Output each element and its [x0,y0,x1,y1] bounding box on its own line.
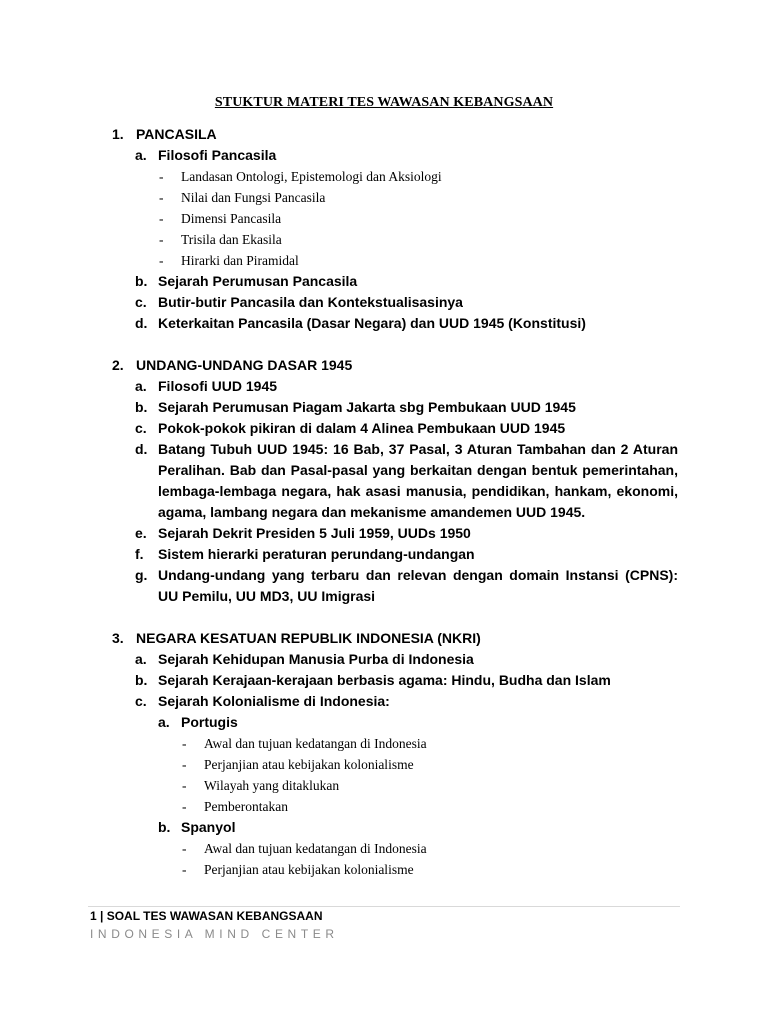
sub-item-label: Wilayah yang ditaklukan [204,778,340,793]
section-heading [0,124,768,145]
list-item [0,376,768,397]
dash-marker: - [182,736,187,751]
sub-item-label: Perjanjian atau kebijakan kolonialisme [204,757,414,772]
list-item-paragraph [0,565,768,607]
sub-item-label: Awal dan tujuan kedatangan di Indonesia [204,736,427,751]
item-label: Filosofi UUD 1945 [158,378,278,394]
item-label: Portugis [181,714,238,730]
item-letter: d. [135,441,148,457]
document-body [0,124,768,880]
sub-item [0,838,768,859]
sub-item-label: Pemberontakan [204,799,288,814]
item-label: Sejarah Kolonialisme di Indonesia: [158,693,390,709]
list-item [0,418,768,439]
dash-marker: - [159,232,164,247]
item-letter: a. [158,714,170,730]
list-item [0,292,768,313]
item-label: Sejarah Perumusan Pancasila [158,273,358,289]
item-label: Pokok-pokok pikiran di dalam 4 Alinea Pembukaan UUD 1945 [158,420,566,436]
document-title: STUKTUR MATERI TES WAWASAN KEBANGSAAN [214,95,554,110]
item-label: Spanyol [181,819,236,835]
footer-divider [88,906,680,907]
sub-item-label: Hirarki dan Piramidal [181,253,299,268]
item-letter: b. [135,672,148,688]
item-letter: a. [135,147,147,163]
item-letter: c. [135,420,147,436]
list-item [0,670,768,691]
dash-marker: - [159,253,164,268]
dash-marker: - [182,757,187,772]
section-label: PANCASILA [136,126,217,142]
footer-page-label: 1 | SOAL TES WAWASAN KEBANGSAAN [90,909,323,923]
sub-item [0,208,768,229]
item-label: Sejarah Kerajaan-kerajaan berbasis agama: Hindu, Budha dan Islam [158,672,611,688]
sub-item [0,187,768,208]
sub-item [0,796,768,817]
item-letter: g. [135,567,148,583]
item-letter: e. [135,525,147,541]
item-letter: c. [135,294,147,310]
dash-marker: - [182,778,187,793]
item-letter: a. [135,378,147,394]
section-number: 2. [112,357,124,373]
section-number: 3. [112,630,124,646]
sub-item [0,166,768,187]
item-label: Filosofi Pancasila [158,147,277,163]
dash-marker: - [182,841,187,856]
item-paragraph-text: Undang-undang yang terbaru dan relevan dengan domain Instansi (CPNS): UU Pemilu, UU MD3, UU Imigrasi [158,567,678,604]
item-label: Sejarah Perumusan Piagam Jakarta sbg Pembukaan UUD 1945 [158,399,576,415]
sub-item-label: Trisila dan Ekasila [181,232,282,247]
list-item [0,145,768,166]
dash-marker: - [182,799,187,814]
section-heading [0,628,768,649]
item-letter: f. [135,546,144,562]
item-letter: b. [135,273,148,289]
list-item [0,649,768,670]
item-letter: c. [135,693,147,709]
list-item [0,397,768,418]
section-label: NEGARA KESATUAN REPUBLIK INDONESIA (NKRI) [136,630,481,646]
item-label: Keterkaitan Pancasila (Dasar Negara) dan UUD 1945 (Konstitusi) [158,315,586,331]
sub-item-label: Dimensi Pancasila [181,211,282,226]
item-letter: b. [158,819,171,835]
item-label: Sejarah Kehidupan Manusia Purba di Indonesia [158,651,474,667]
sub-item [0,859,768,880]
list-item [0,523,768,544]
sub-item [0,733,768,754]
nested-item [0,712,768,733]
item-letter: d. [135,315,148,331]
item-label: Butir-butir Pancasila dan Kontekstualisasinya [158,294,463,310]
dash-marker: - [182,862,187,877]
sub-item [0,229,768,250]
list-item [0,691,768,712]
item-label: Sistem hierarki peraturan perundang-undangan [158,546,475,562]
section-heading [0,355,768,376]
dash-marker: - [159,169,164,184]
sub-item-label: Awal dan tujuan kedatangan di Indonesia [204,841,427,856]
dash-marker: - [159,211,164,226]
item-paragraph-text: Batang Tubuh UUD 1945: 16 Bab, 37 Pasal, 3 Aturan Tambahan dan 2 Aturan Peralihan. Bab dan Pasal-pasal yang berkaitan dengan bentuk pemerintahan, lembaga-lembaga negara, hak asasi manusia, pendidikan, hankam, ekonomi, agama, lambang negara dan mekanisme amandemen UUD 1945. [158,441,678,520]
sub-item-label: Perjanjian atau kebijakan kolonialisme [204,862,414,877]
section-number: 1. [112,126,124,142]
sub-item-label: Landasan Ontologi, Epistemologi dan Aksiologi [181,169,442,184]
list-item-paragraph [0,439,768,523]
nested-item [0,817,768,838]
sub-item [0,250,768,271]
item-letter: b. [135,399,148,415]
footer-org-name: INDONESIA MIND CENTER [90,927,339,941]
sub-item [0,775,768,796]
dash-marker: - [159,190,164,205]
list-item [0,271,768,292]
item-letter: a. [135,651,147,667]
item-label: Sejarah Dekrit Presiden 5 Juli 1959, UUDs 1950 [158,525,471,541]
list-item [0,313,768,334]
sub-item [0,754,768,775]
sub-item-label: Nilai dan Fungsi Pancasila [181,190,326,205]
list-item [0,544,768,565]
section-label: UNDANG-UNDANG DASAR 1945 [136,357,353,373]
